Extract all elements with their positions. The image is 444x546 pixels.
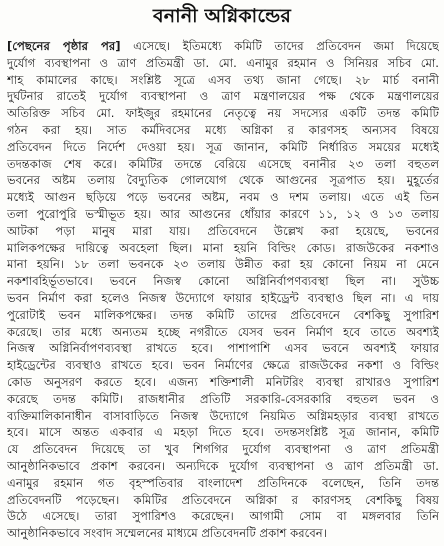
article-line: করেছে। তার মধ্যে অন্যতম হচ্ছে নগরীতে যেসব ভবন নির্মাণ হবে তাতে অবশ্যই [7, 324, 439, 339]
article-line: পুরোটাই ভবন মালিকপক্ষের। তদন্ত কমিটি তাদের প্রতিবেদনে বেশকিছু সুপারিশ [7, 307, 439, 322]
article-line: তলা পুরোপুরি ভস্মীভূত হয়। আর আগুনের ধোঁয়ার কারণে ১১, ১২ ও ১৩ তলায় [7, 206, 439, 221]
article-line: প্রতিবেদনটি পড়েছেন। কমিটির প্রতিবেদনে অগ্নিকা র কারণসহ বেশকিছু বিষয় [7, 492, 439, 507]
article-line: ভবনের অষ্টম তলায় বৈদ্যুতিক গোলযোগ থেকে আগুনের সূত্রপাত হয়। মুহূর্তের [7, 173, 439, 188]
article-line: যে প্রতিবেদন দিয়েছে তা খুব শিগগির দুর্যোগ ব্যবস্থাপনা ও ত্রাণ প্রতিমন্ত্রী [7, 442, 439, 457]
headline: বনানী অগ্নিকান্ডের [153, 5, 291, 27]
article-line: দুর্ঘটনার রাতেই দুর্যোগ ব্যবস্থাপনা ও ত্রাণ মন্ত্রণালয়ের পক্ষ থেকে মন্ত্রণালয়ের [7, 89, 439, 104]
article-line: কোড অনুসরণ করতে হবে। এজন্য শক্তিশালী মনিটরিং ব্যবস্থা রাখারও সুপারিশ [7, 374, 439, 389]
article-line: মালিকপক্ষের দায়িত্বে অবহেলা ছিল। মানা হয়নি বিল্ডিং কোড। রাজউকের নকশাও [7, 240, 439, 255]
article-line: প্রতিবেদন দিতে নির্দেশ দেওয়া হয়। সূত্র জানান, কমিটি নির্ধারিত সময়ের মধ্যেই [7, 139, 439, 154]
article-line: করেছে তদন্ত কমিটি। রাজধানীর প্রতিটি সরকারি-বেসরকারি বহুতল ভবন ও [7, 391, 439, 406]
continuation-tag: [পেছনের পৃষ্ঠার পর] [7, 39, 121, 53]
article-line: আনুষ্ঠানিকভাবে প্রকাশ করবেন। অন্যদিকে দুর্যোগ ব্যবস্থাপনা ও ত্রাণ প্রতিমন্ত্রী ডা. [7, 458, 439, 473]
article-line: নিজস্ব অগ্নিনির্বাপণব্যবস্থা রাখতে হবে। পাশাপাশি এসব ভবনে অবশ্যই ফায়ার [7, 341, 439, 356]
article-line: অতিরিক্ত সচিব মো. ফাইজুর রহমানের নেতৃত্বে নয় সদস্যের একটি তদন্ত কমিটি [7, 106, 439, 121]
article-line: আনুষ্ঠানিকভাবে সংবাদ সম্মেলনের মাধ্যমে প্রতিবেদনটি প্রকাশ করবেন। [7, 526, 327, 541]
article-line: শাহ কামালের কাছে। সংশ্লিষ্ট সূত্রে এসব তথ্য জানা গেছে। ২৮ মার্চ বনানী [7, 72, 439, 87]
article-line [7, 38, 439, 55]
article-line: মানা হয়নি। ১৮ তলা ভবনকে ২৩ তলায় উন্নীত করা হয় কোনো নিয়ম না মেনে [7, 257, 439, 272]
article-line: এনামুর রহমান গত বৃহস্পতিবার বাংলাদেশ প্রতিদিনকে বলেছেন, তিনি তদন্ত [7, 475, 439, 490]
article-line: আটকা পড়া মানুষ মারা যায়। প্রতিবেদনে উল্লেখ করা হয়েছে, ভবনের [7, 223, 439, 238]
article-line: মধ্যেই আগুন ছড়িয়ে পড়ে ভবনের অষ্টম, নবম ও দশম তলায়। এতে এই তিন [7, 190, 439, 205]
article-line: হাইড্রেন্টের ব্যবস্থাও রাখতে হবে। ভবন নির্মাণের ক্ষেত্রে রাজউকের নকশা ও বিল্ডিং [7, 358, 439, 373]
article-line: হবে। মাসে অন্তত একবার এ মহড়া দিতে হবে। তদন্তসংশ্লিষ্ট সূত্র জানান, কমিটি [7, 425, 439, 440]
article-line: দুর্যোগ ব্যবস্থাপনা ও ত্রাণ প্রতিমন্ত্রী ডা. মো. এনামুর রহমান ও সিনিয়র সচিব মো. [7, 55, 439, 70]
article-line-text: এসেছে। ইতিমধ্যে কমিটি তাদের প্রতিবেদন জমা দিয়েছে [120, 39, 439, 53]
article-line: তদন্তকাজ শেষ করে। কমিটির তদন্তে বেরিয়ে এসেছে বনানীর ২৩ তলা বহুতল [7, 156, 439, 171]
article-line: ব্যক্তিমালিকানাধীন বাসাবাড়িতে নিজস্ব উদ্যোগে নিয়মিত অগ্নিমহড়ার ব্যবস্থা রাখতে [7, 408, 439, 423]
article-line: নকশাবহির্ভূতভাবে। ভবনে নিজস্ব কোনো অগ্নিনির্বাপণব্যবস্থা ছিল না। সুউচ্চ [7, 274, 439, 289]
article-line: গঠন করা হয়। সাত কর্মদিবসের মধ্যে অগ্নিকা র কারণসহ অন্যসব বিষয়ে [7, 122, 439, 137]
article-line: উঠে এসেছে। তারা সুপারিশও করেছেন। আগামী সোম বা মঙ্গলবার তিনি [7, 509, 439, 524]
article-body [7, 38, 439, 542]
article-line: ভবন নির্মাণ করা হলেও নিজস্ব উদ্যোগে ফায়ার হাইড্রেন্ট ব্যবস্থাও ছিল না। এ দায় [7, 290, 439, 305]
